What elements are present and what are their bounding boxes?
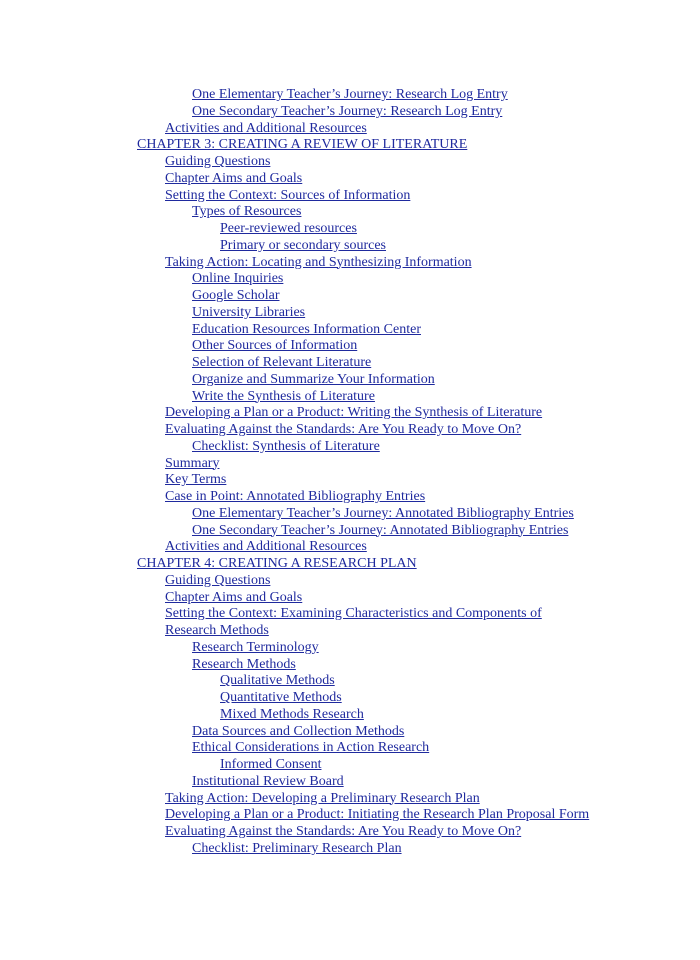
toc-entry: [137, 238, 595, 255]
toc-entry: [137, 774, 595, 791]
toc-link[interactable]: Organize and Summarize Your Information: [192, 371, 435, 387]
toc-entry: [137, 606, 595, 640]
toc-entry: [137, 439, 595, 456]
toc-entry: [137, 204, 595, 221]
toc-entry: [137, 472, 595, 489]
toc-entry: [137, 590, 595, 607]
toc-link[interactable]: Peer-reviewed resources: [220, 221, 357, 236]
toc-entry: [137, 137, 595, 154]
toc-link[interactable]: Activities and Additional Resources: [165, 539, 367, 555]
toc-link[interactable]: Chapter Aims and Goals: [165, 589, 303, 605]
toc-entry: [137, 87, 595, 104]
toc-link[interactable]: One Secondary Teacher’s Journey: Annotated Bibliography Entries: [192, 522, 569, 538]
toc-entry: [137, 506, 595, 523]
toc-entry: [137, 707, 595, 724]
toc-link[interactable]: Taking Action: Locating and Synthesizing Information: [165, 254, 472, 270]
toc-link[interactable]: Other Sources of Information: [192, 338, 358, 354]
toc-entry: [137, 422, 595, 439]
toc-link[interactable]: Summary: [165, 455, 220, 471]
toc-entry: [137, 322, 595, 339]
toc-link[interactable]: Ethical Considerations in Action Research: [192, 740, 430, 756]
toc-entry: [137, 740, 595, 757]
toc-link[interactable]: Checklist: Synthesis of Literature: [192, 438, 380, 454]
toc-link[interactable]: One Elementary Teacher’s Journey: Annotated Bibliography Entries: [192, 505, 574, 521]
toc-link[interactable]: Education Resources Information Center: [192, 321, 421, 337]
toc-link[interactable]: Quantitative Methods: [220, 690, 342, 705]
toc-link[interactable]: Case in Point: Annotated Bibliography Entries: [165, 489, 426, 504]
toc-entry: [137, 154, 595, 171]
toc-link[interactable]: Activities and Additional Resources: [165, 120, 367, 136]
toc-link[interactable]: Primary or secondary sources: [220, 237, 387, 253]
toc-entry: [137, 221, 595, 238]
toc-chapter-link[interactable]: CHAPTER 3: CREATING A REVIEW OF LITERATURE: [137, 137, 468, 153]
toc-link[interactable]: Selection of Relevant Literature: [192, 355, 372, 370]
toc-entry: [137, 757, 595, 774]
table-of-contents: [137, 87, 595, 858]
toc-entry: [137, 372, 595, 389]
toc-entry: [137, 556, 595, 573]
toc-entry: [137, 673, 595, 690]
toc-entry: [137, 791, 595, 808]
toc-entry: [137, 188, 595, 205]
toc-entry: [137, 121, 595, 138]
toc-entry: [137, 539, 595, 556]
toc-entry: [137, 657, 595, 674]
toc-entry: [137, 171, 595, 188]
toc-link[interactable]: Mixed Methods Research: [220, 706, 364, 722]
toc-link[interactable]: Informed Consent: [220, 757, 322, 772]
toc-entry: [137, 489, 595, 506]
toc-chapter-link[interactable]: CHAPTER 4: CREATING A RESEARCH PLAN: [137, 556, 417, 571]
toc-link[interactable]: Checklist: Preliminary Research Plan: [192, 840, 402, 856]
toc-link[interactable]: Research Terminology: [192, 639, 319, 655]
toc-entry: [137, 690, 595, 707]
toc-link[interactable]: Data Sources and Collection Methods: [192, 723, 405, 739]
toc-entry: [137, 640, 595, 657]
toc-link[interactable]: One Secondary Teacher’s Journey: Research Log Entry: [192, 103, 503, 119]
toc-link[interactable]: Types of Resources: [192, 204, 302, 220]
toc-entry: [137, 523, 595, 540]
toc-entry: [137, 255, 595, 272]
toc-entry: [137, 456, 595, 473]
toc-entry: [137, 824, 595, 841]
toc-link[interactable]: Setting the Context: Sources of Information: [165, 187, 411, 203]
toc-link[interactable]: Research Methods: [192, 656, 296, 672]
toc-link[interactable]: University Libraries: [192, 304, 306, 320]
toc-entry: [137, 271, 595, 288]
toc-link[interactable]: Qualitative Methods: [220, 673, 335, 689]
toc-link[interactable]: Guiding Questions: [165, 154, 271, 169]
toc-link[interactable]: One Elementary Teacher’s Journey: Research Log Entry: [192, 87, 508, 102]
toc-entry: [137, 841, 595, 858]
toc-entry: [137, 288, 595, 305]
toc-link[interactable]: Evaluating Against the Standards: Are You Ready to Move On?: [165, 824, 522, 839]
toc-entry: [137, 389, 595, 406]
toc-link[interactable]: Guiding Questions: [165, 572, 271, 588]
toc-entry: [137, 405, 595, 422]
toc-entry: [137, 724, 595, 741]
toc-link[interactable]: Developing a Plan or a Product: Initiating the Research Plan Proposal Form: [165, 807, 590, 823]
toc-link[interactable]: Online Inquiries: [192, 271, 284, 287]
toc-link[interactable]: Write the Synthesis of Literature: [192, 388, 375, 404]
toc-link[interactable]: Taking Action: Developing a Preliminary Research Plan: [165, 790, 480, 806]
toc-entry: [137, 355, 595, 372]
toc-link[interactable]: Chapter Aims and Goals: [165, 170, 303, 186]
toc-entry: [137, 807, 595, 824]
toc-entry: [137, 573, 595, 590]
toc-link[interactable]: Evaluating Against the Standards: Are You Ready to Move On?: [165, 422, 522, 437]
toc-link[interactable]: Institutional Review Board: [192, 773, 344, 789]
toc-link[interactable]: Setting the Context: Examining Characteristics and Components of Research Methods: [165, 606, 542, 638]
toc-link[interactable]: Google Scholar: [192, 288, 280, 303]
toc-entry: [137, 338, 595, 355]
toc-link[interactable]: Developing a Plan or a Product: Writing the Synthesis of Literature: [165, 405, 543, 421]
toc-entry: [137, 305, 595, 322]
toc-entry: [137, 104, 595, 121]
toc-link[interactable]: Key Terms: [165, 472, 227, 488]
